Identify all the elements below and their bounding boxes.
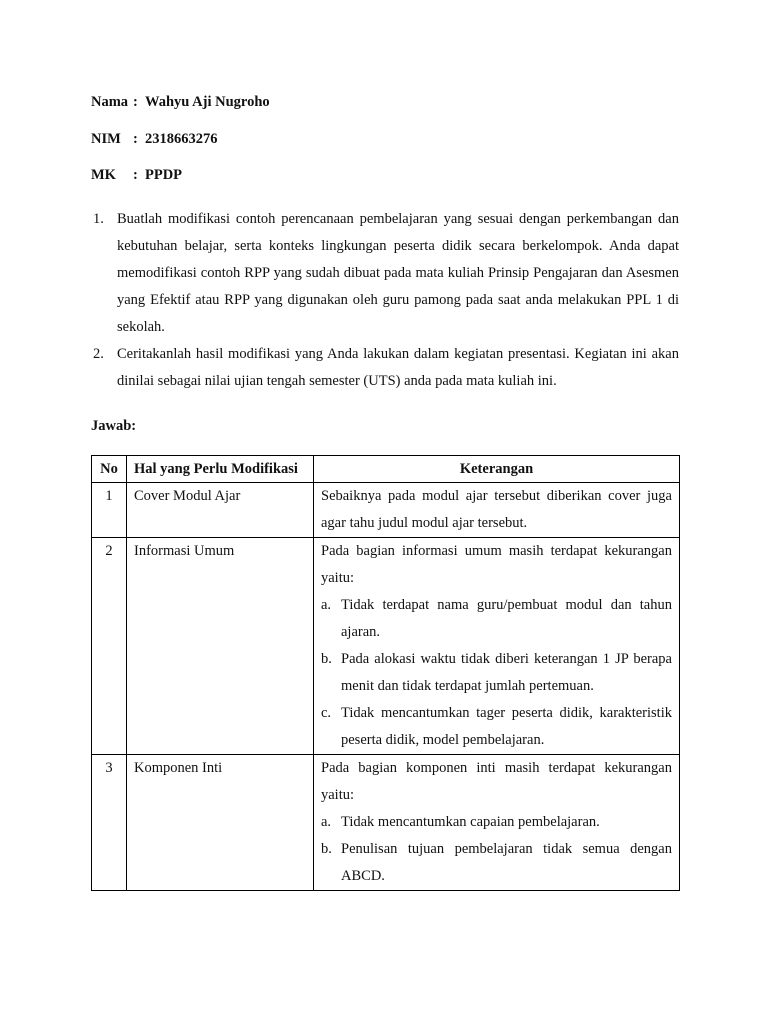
identity-name-line — [91, 94, 270, 111]
modification-table — [91, 455, 680, 891]
row-description — [314, 538, 680, 755]
row-description — [314, 483, 680, 538]
row-number: 1 — [92, 483, 127, 538]
identity-nim-line — [91, 131, 218, 148]
identity-separator: : — [133, 167, 138, 183]
row-item: Informasi Umum — [127, 538, 314, 755]
row-item: Cover Modul Ajar — [127, 483, 314, 538]
description-text: Sebaiknya pada modul ajar tersebut diberikan cover juga agar tahu judul modul ajar tersebut. — [321, 488, 672, 531]
list-marker: b. — [321, 841, 332, 857]
list-item — [321, 700, 672, 754]
list-item — [321, 809, 672, 836]
header-hal: Hal yang Perlu Modifikasi — [127, 456, 314, 483]
row-description — [314, 755, 680, 891]
question-text: Buatlah modifikasi contoh perencanaan pembelajaran yang sesuai dengan perkembangan dan kebutuhan belajar, serta konteks lingkungan peserta didik secara berkelompok. Anda dapat memodifikasi contoh RPP yang sudah dibuat pada mata kuliah Prinsip Pengajaran dan Asesmen yang Efektif atau RPP yang digunakan oleh guru pamong pada saat anda melakukan PPL 1 di sekolah. — [117, 211, 679, 335]
row-number: 3 — [92, 755, 127, 891]
description-text: Pada bagian informasi umum masih terdapat kekurangan yaitu: — [321, 543, 672, 586]
identity-value: 2318663276 — [145, 131, 218, 147]
table-row — [92, 483, 680, 538]
identity-value: Wahyu Aji Nugroho — [145, 94, 270, 110]
question-number: 2. — [93, 346, 104, 362]
list-item — [321, 836, 672, 890]
identity-mk-line — [91, 167, 182, 184]
table-row — [92, 755, 680, 891]
description-list — [321, 809, 672, 890]
list-text: Pada alokasi waktu tidak diberi keterangan 1 JP berapa menit dan tidak terdapat jumlah pertemuan. — [341, 651, 672, 694]
answer-label: Jawab: — [91, 418, 137, 434]
identity-separator: : — [133, 94, 138, 110]
row-item: Komponen Inti — [127, 755, 314, 891]
list-marker: c. — [321, 705, 332, 721]
description-text: Pada bagian komponen inti masih terdapat kekurangan yaitu: — [321, 760, 672, 803]
description-list — [321, 592, 672, 754]
question-item — [91, 341, 679, 395]
list-text: Tidak terdapat nama guru/pembuat modul dan tahun ajaran. — [341, 597, 672, 640]
list-marker: a. — [321, 597, 332, 613]
identity-value: PPDP — [145, 167, 183, 183]
identity-label: NIM — [91, 131, 121, 147]
question-text: Ceritakanlah hasil modifikasi yang Anda lakukan dalam kegiatan presentasi. Kegiatan ini akan dinilai sebagai nilai ujian tengah semester (UTS) anda pada mata kuliah ini. — [117, 346, 679, 389]
identity-separator: : — [133, 131, 138, 147]
header-no: No — [92, 456, 127, 483]
table-row — [92, 538, 680, 755]
list-text: Tidak mencantumkan tager peserta didik, karakteristik peserta didik, model pembelajaran. — [341, 705, 672, 748]
question-list — [91, 206, 679, 395]
question-number: 1. — [93, 211, 104, 227]
list-text: Tidak mencantumkan capaian pembelajaran. — [341, 814, 600, 830]
row-number: 2 — [92, 538, 127, 755]
header-keterangan: Keterangan — [314, 456, 680, 483]
list-marker: b. — [321, 651, 332, 667]
list-marker: a. — [321, 814, 332, 830]
question-item — [91, 206, 679, 341]
list-text: Penulisan tujuan pembelajaran tidak semua dengan ABCD. — [341, 841, 672, 884]
table-header-row — [92, 456, 680, 483]
list-item — [321, 592, 672, 646]
identity-label: MK — [91, 167, 116, 183]
list-item — [321, 646, 672, 700]
identity-label: Nama — [91, 94, 129, 110]
